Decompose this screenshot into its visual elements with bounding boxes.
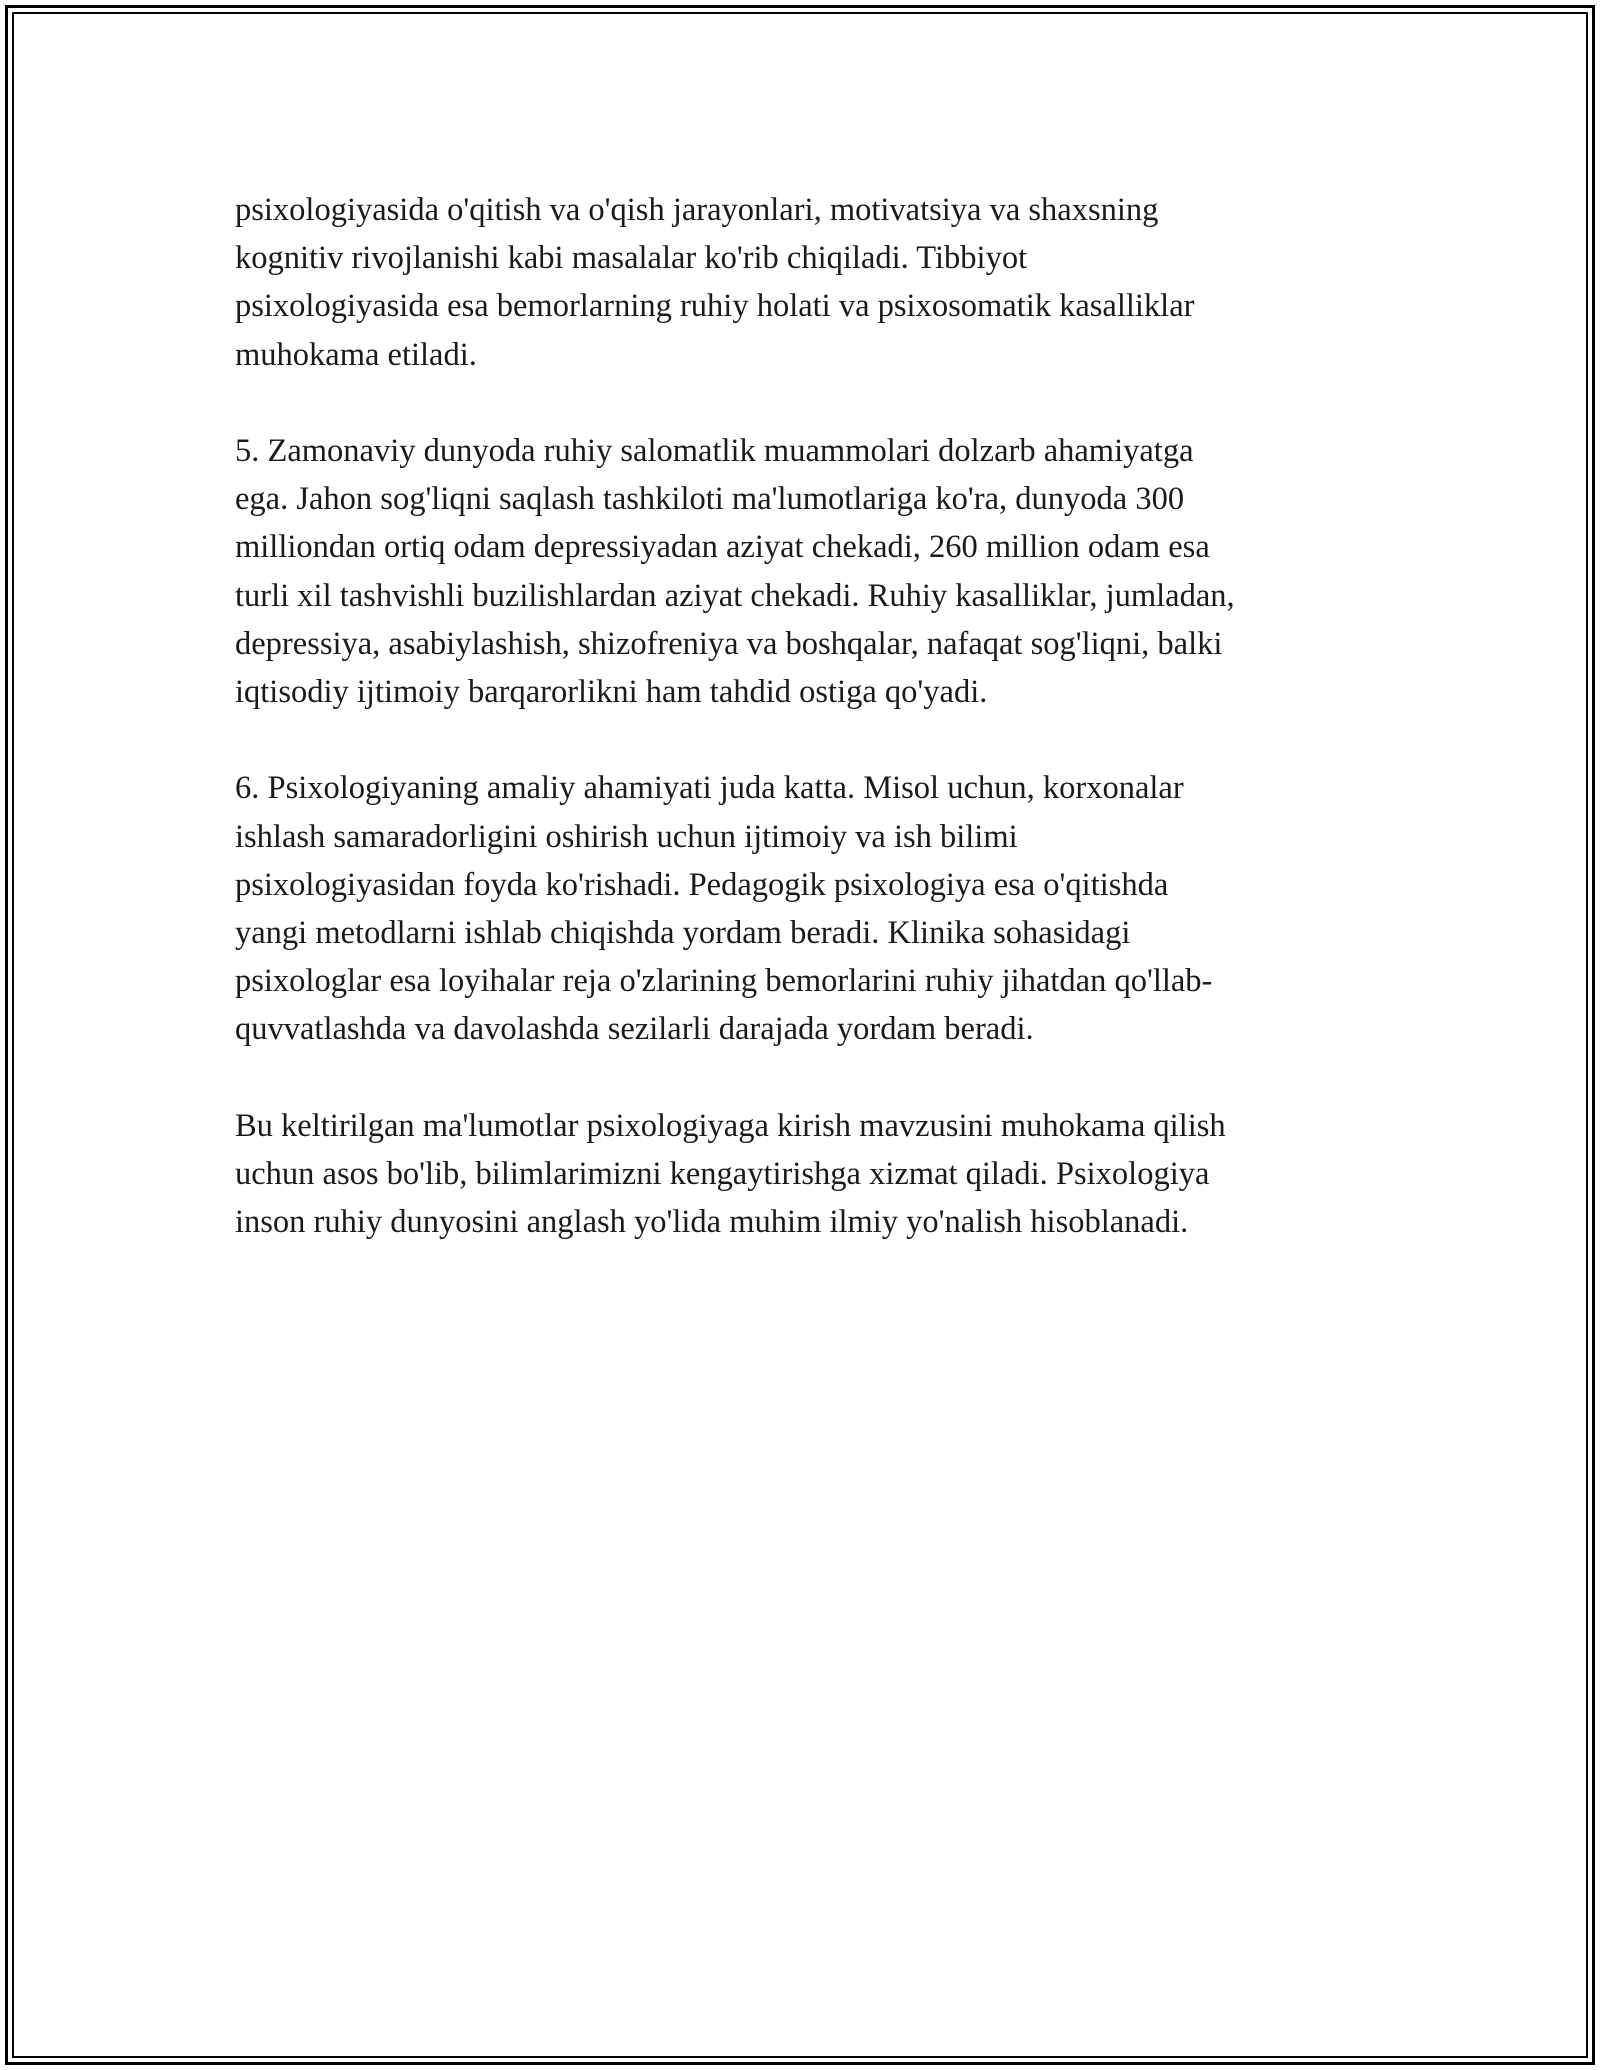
paragraph-6: 6. Psixologiyaning amaliy ahamiyati juda katta. Misol uchun, korxonalar ishlash samaradorligini oshirish uchun ijtimoiy va ish bilimi psixologiyasidan foyda ko'rishadi. Pedagogik psixologiya esa o'qitishda yangi metodlarni ishlab chiqishda yordam beradi. Klinika sohasidagi psixologlar esa loyihalar reja o'zlarining bemorlarini ruhiy jihatdan qo'llab- quvvatlashda va davolashda sezilarli darajada yordam beradi. xyxy=(235,770,1213,1048)
paragraph-5: 5. Zamonaviy dunyoda ruhiy salomatlik muammolari dolzarb ahamiyatga ega. Jahon sog'liqni saqlash tashkiloti ma'lumotlariga ko'ra, dunyoda 300 milliondan ortiq odam depressiyadan aziyat chekadi, 260 million odam esa turli xil tashvishli buzilishlardan aziyat chekadi. Ruhiy kasalliklar, jumladan, depressiya, asabiylashish, shizofreniya va boshqalar, nafaqat sog'liqni, balki iqtisodiy ijtimoiy barqarorlikni ham tahdid ostiga qo'yadi. xyxy=(235,433,1235,711)
paragraph-conclusion: Bu keltirilgan ma'lumotlar psixologiyaga kirish mavzusini muhokama qilish uchun asos bo'lib, bilimlarimizni kengaytirishga xizmat qiladi. Psixologiya inson ruhiy dunyosini anglash yo'lida muhim ilmiy yo'nalish hisoblanadi. xyxy=(235,1107,1226,1241)
document-body xyxy=(235,186,1385,1295)
paragraph-continuation: psixologiyasida o'qitish va o'qish jarayonlari, motivatsiya va shaxsning kognitiv rivojlanishi kabi masalalar ko'rib chiqiladi. Tibbiyot psixologiyasida esa bemorlarning ruhiy holati va psixosomatik kasalliklar muhokama etiladi. xyxy=(235,192,1195,373)
